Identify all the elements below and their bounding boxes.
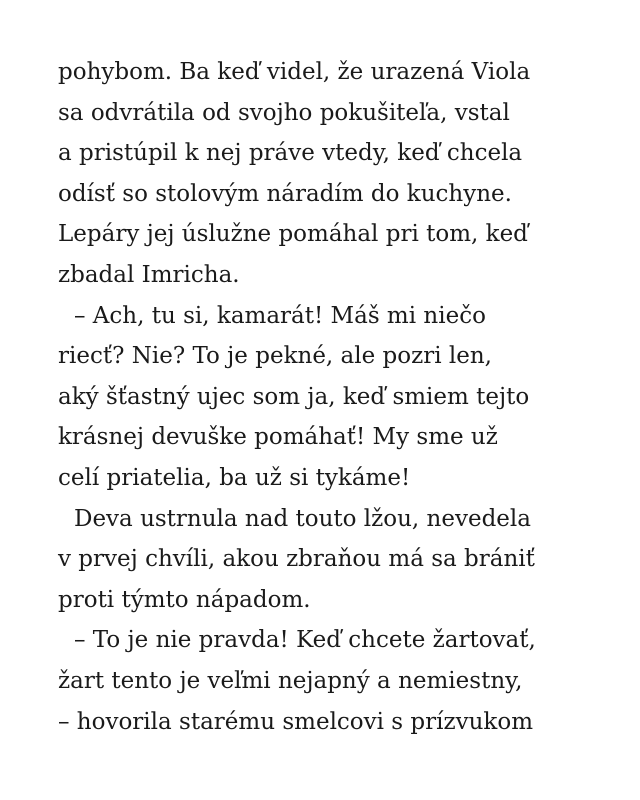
text-line: krásnej devuške pomáhať! My sme už: [58, 424, 498, 451]
text-line: v prvej chvíli, akou zbraňou má sa brániť: [58, 546, 535, 573]
paragraph-start-line: Deva ustrnula nad touto lžou, nevedela: [74, 505, 531, 532]
text-line: žart tento je veľmi nejapný a nemiestny,: [58, 667, 523, 694]
text-line: riecť? Nie? To je pekné, ale pozri len,: [58, 343, 492, 370]
text-line: aký šťastný ujec som ja, keď smiem tejto: [58, 383, 530, 410]
text-line: zbadal Imricha.: [58, 261, 240, 288]
dialogue-line: – Ach, tu si, kamarát! Máš mi niečo: [74, 302, 486, 329]
dialogue-line: – To je nie pravda! Keď chcete žartovať,: [74, 627, 536, 654]
text-line: a pristúpil k nej práve vtedy, keď chcela: [58, 140, 523, 167]
text-line: Lepáry jej úslužne pomáhal pri tom, keď: [58, 221, 528, 248]
text-line: sa odvrátila od svojho pokušiteľa, vstal: [58, 99, 510, 126]
text-line: proti týmto nápadom.: [58, 586, 311, 613]
text-line: – hovorila starému smelcovi s prízvukom: [58, 708, 534, 735]
text-line: pohybom. Ba keď videl, že urazená Viola: [58, 59, 531, 85]
text-line: celí priatelia, ba už si tykáme!: [58, 464, 411, 491]
text-line: odísť so stolovým náradím do kuchyne.: [58, 180, 512, 207]
book-page: [58, 52, 598, 742]
